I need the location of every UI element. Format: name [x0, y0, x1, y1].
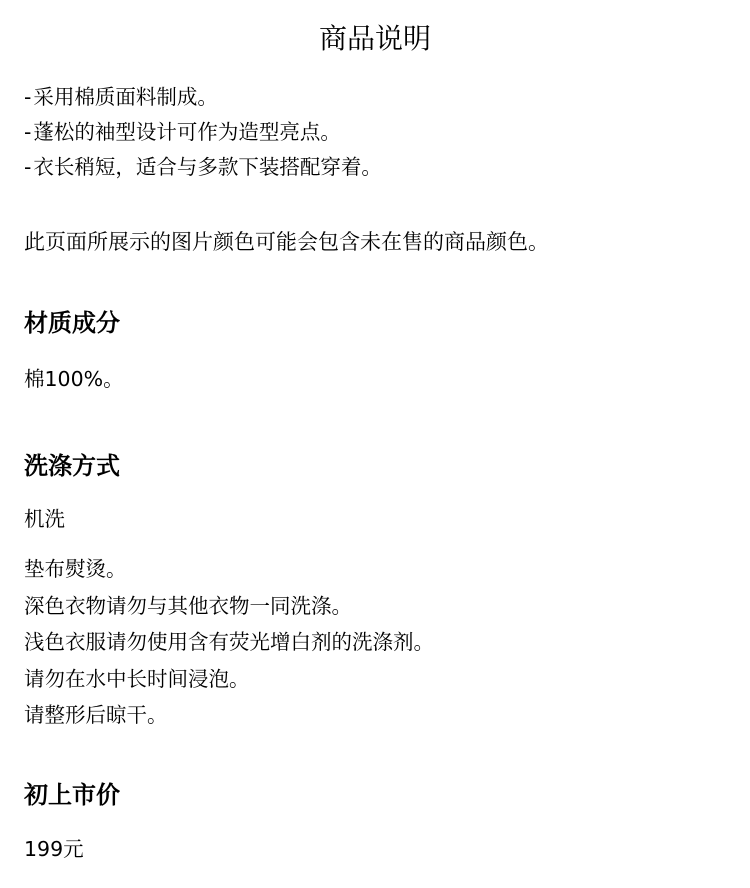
list-item — [24, 80, 382, 115]
care-heading: 洗涤方式 — [24, 452, 120, 480]
price-value: 199元 — [24, 837, 84, 861]
care-instruction: 深色衣物请勿与其他衣物一同洗涤。 — [24, 593, 352, 618]
feature-text: 蓬松的袖型设计可作为造型亮点。 — [33, 120, 341, 144]
color-disclaimer: 此页面所展示的图片颜色可能会包含未在售的商品颜色。 — [24, 230, 549, 254]
material-heading: 材质成分 — [24, 309, 120, 337]
page-title: 商品说明 — [318, 22, 431, 55]
feature-list — [24, 80, 382, 185]
bullet-dash: - — [24, 85, 32, 109]
care-instruction: 垫布熨烫。 — [24, 557, 127, 581]
feature-text: 采用棉质面料制成。 — [33, 85, 218, 109]
bullet-dash: - — [24, 120, 32, 144]
care-instructions — [24, 551, 434, 734]
list-item — [24, 150, 382, 185]
care-instruction: 请整形后晾干。 — [24, 703, 168, 728]
material-text: 棉100%。 — [24, 367, 124, 391]
care-instruction: 请勿在水中长时间浸泡。 — [24, 666, 250, 691]
price-heading: 初上市价 — [24, 781, 120, 809]
care-method: 机洗 — [24, 507, 65, 531]
feature-text: 衣长稍短，适合与多款下装搭配穿着。 — [33, 155, 382, 179]
care-instruction: 浅色衣服请勿使用含有荧光增白剂的洗涤剂。 — [24, 630, 434, 655]
list-item — [24, 115, 382, 150]
bullet-dash: - — [24, 155, 32, 179]
